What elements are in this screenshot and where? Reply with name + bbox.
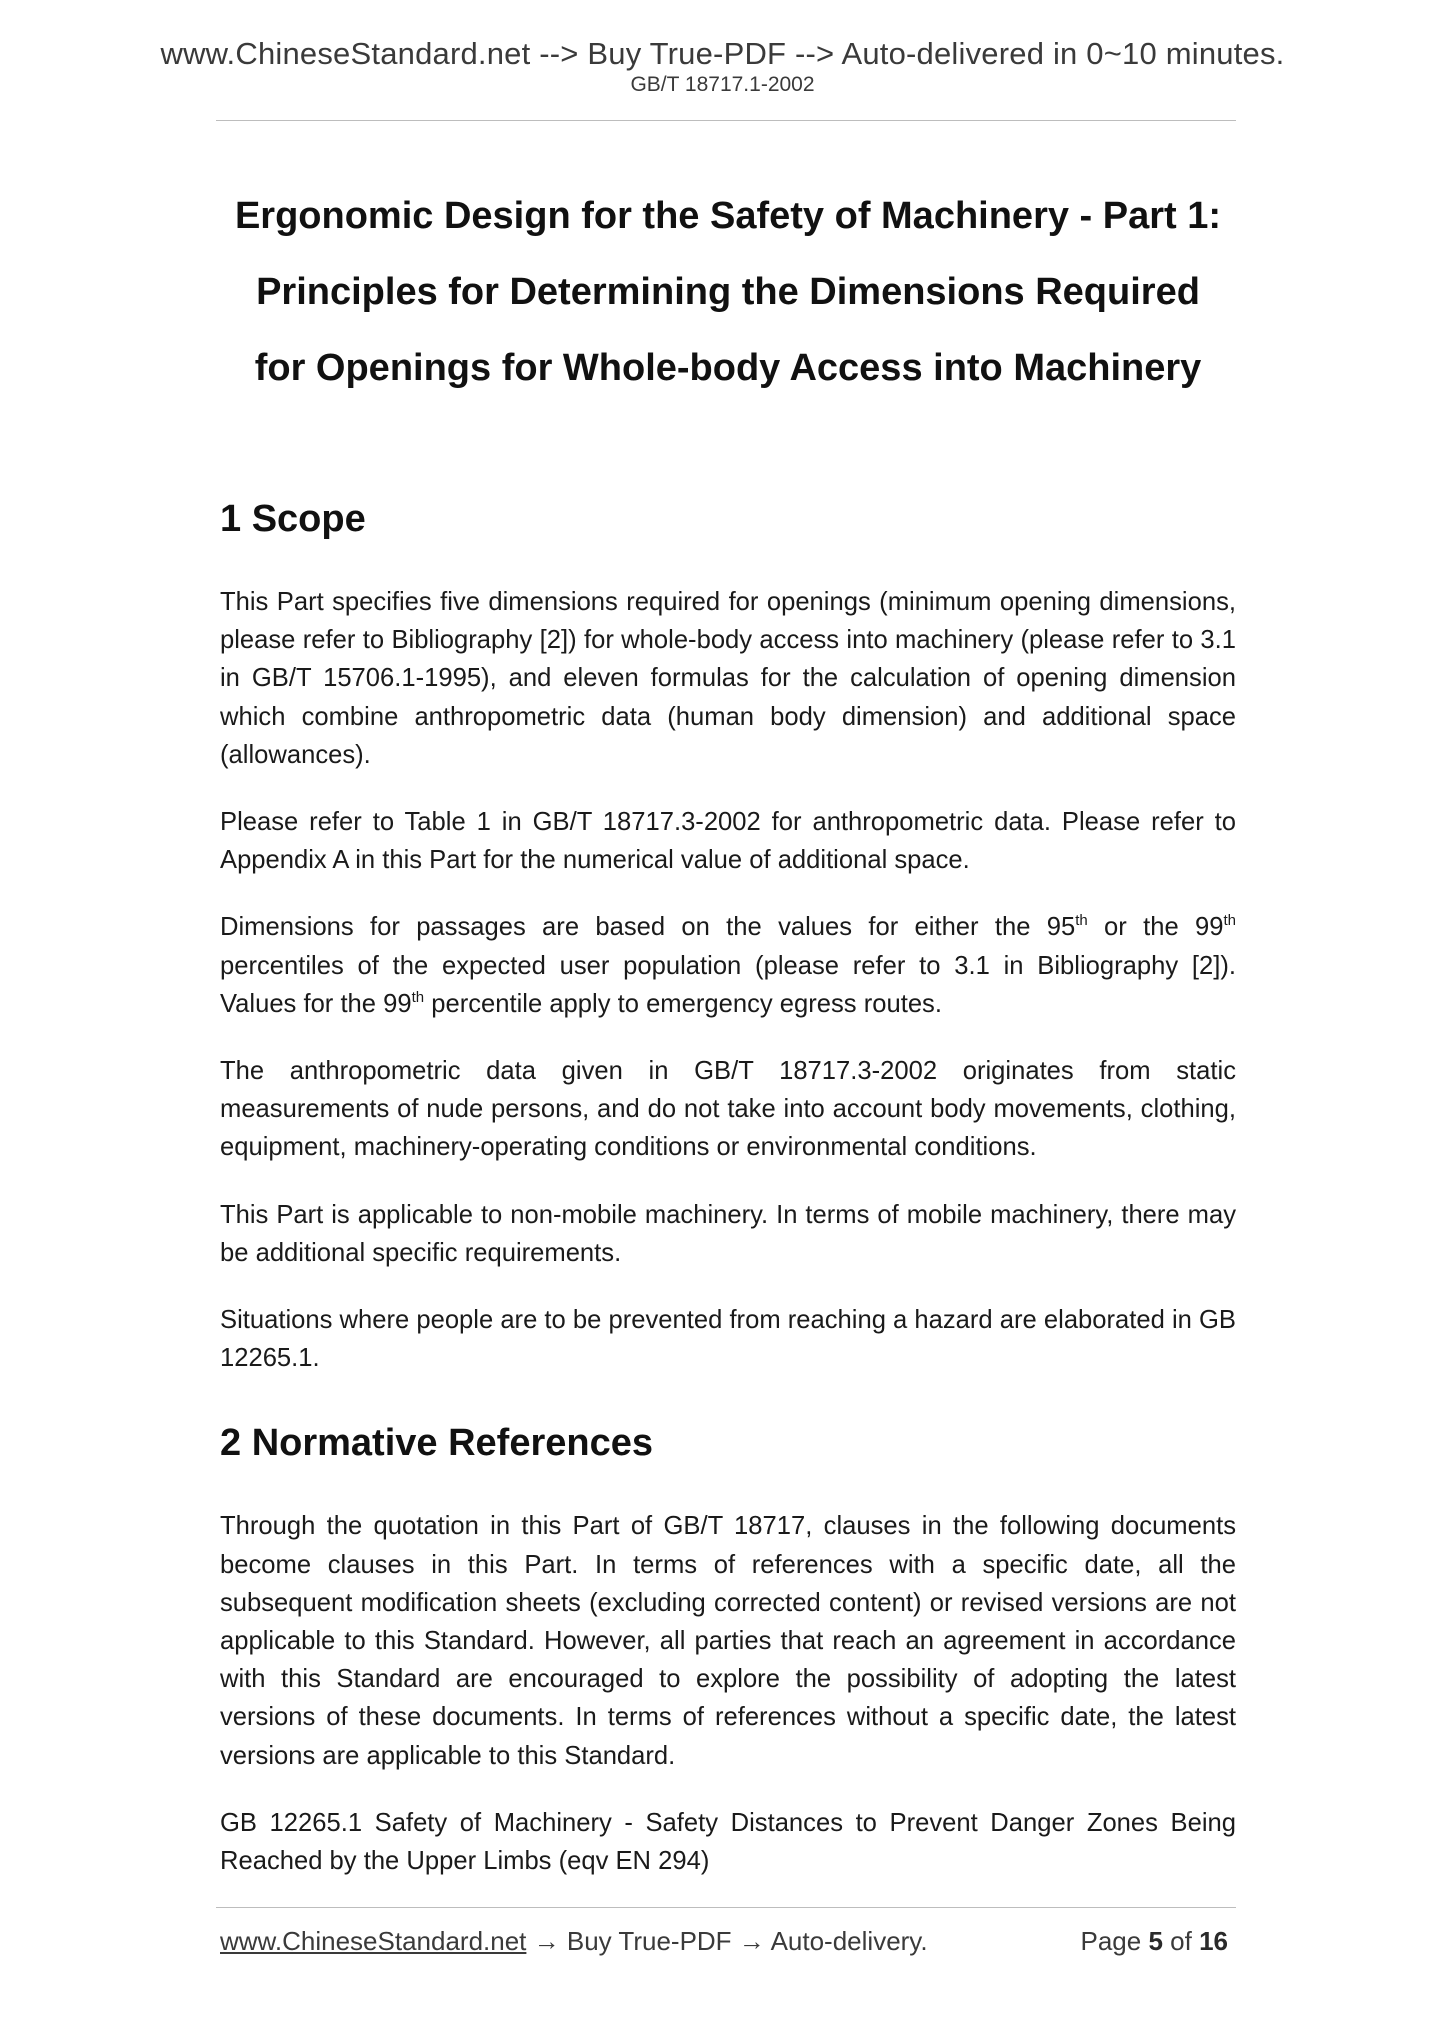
scope-paragraph-6: Situations where people are to be prevented from reaching a hazard are elaborated in GB 12265.1. <box>220 1306 1236 1373</box>
footer-site-link[interactable]: www.ChineseStandard.net <box>220 1926 527 1956</box>
document-title <box>220 178 1236 406</box>
standard-code: GB/T 18717.1-2002 <box>630 73 815 96</box>
scope-paragraph-5: This Part is applicable to non-mobile machinery. In terms of mobile machinery, there may be additional specific requirements. <box>220 1200 1236 1267</box>
scope-paragraph-1: This Part specifies five dimensions required for openings (minimum opening dimensions, please refer to Bibliography [2]) for whole-body access into machinery (please refer to 3.1 in GB/T 15706.1-1995), and eleven formulas for the calculation of opening dimension which combine anthropometric data (human body dimension) and additional space (allowances). <box>220 588 1236 769</box>
scope-paragraph-4: The anthropometric data given in GB/T 18717.3-2002 originates from static measurements of nude persons, and do not take into account body movements, clothing, equipment, machinery-operating conditions or environmental conditions. <box>220 1057 1236 1162</box>
text-run: percentile apply to emergency egress routes. <box>424 989 942 1018</box>
text-run: Dimensions for passages are based on the values for either the 95 <box>220 913 1076 942</box>
superscript: th <box>411 988 425 1006</box>
total-pages: 16 <box>1199 1926 1228 1956</box>
text-run: or the 99 <box>1087 913 1224 942</box>
superscript: th <box>1223 912 1236 930</box>
title-line-2: Principles for Determining the Dimensions Required <box>256 271 1200 313</box>
of-label: of <box>1170 1926 1192 1956</box>
text-run: percentiles of the expected user population (please refer to 3.1 in Bibliography [2]). Values for the 99 <box>220 951 1236 1018</box>
header-divider <box>216 120 1236 121</box>
scope-paragraph-3 <box>220 908 1236 1023</box>
superscript: th <box>1075 912 1088 930</box>
section-heading-normative-references: 2 Normative References <box>220 1422 653 1465</box>
references-paragraph-1: Through the quotation in this Part of GB/T 18717, clauses in the following documents become clauses in this Part. In terms of references with a specific date, all the subsequent modification sheets (excluding corrected content) or revised versions are not applicable to this Standard. However, all parties that reach an agreement in accordance with this Standard are encouraged to explore the possibility of adopting the latest versions of these documents. In terms of references without a specific date, the latest versions are applicable to this Standard. <box>220 1512 1236 1770</box>
footer-left <box>220 1921 928 1961</box>
page-label: Page <box>1080 1926 1142 1956</box>
site-banner: www.ChineseStandard.net --> Buy True-PDF --> Auto-delivered in 0~10 minutes. <box>160 36 1285 71</box>
page-indicator <box>1080 1921 1228 1961</box>
title-line-3: for Openings for Whole-body Access into Machinery <box>254 347 1202 389</box>
section-heading-scope: 1 Scope <box>220 498 366 540</box>
page-number: 5 <box>1148 1926 1163 1956</box>
footer-divider <box>216 1907 1236 1908</box>
footer-tagline: → Buy True-PDF → Auto-delivery. <box>526 1926 928 1956</box>
title-line-1: Ergonomic Design for the Safety of Machinery - Part 1: <box>234 195 1222 237</box>
scope-paragraph-2: Please refer to Table 1 in GB/T 18717.3-2002 for anthropometric data. Please refer to Appendix A in this Part for the numerical value of additional space. <box>220 808 1236 875</box>
references-paragraph-2: GB 12265.1 Safety of Machinery - Safety Distances to Prevent Danger Zones Being Reached by the Upper Limbs (eqv EN 294) <box>220 1808 1236 1876</box>
page-body <box>220 178 1236 1909</box>
page-footer <box>220 1921 1236 1961</box>
